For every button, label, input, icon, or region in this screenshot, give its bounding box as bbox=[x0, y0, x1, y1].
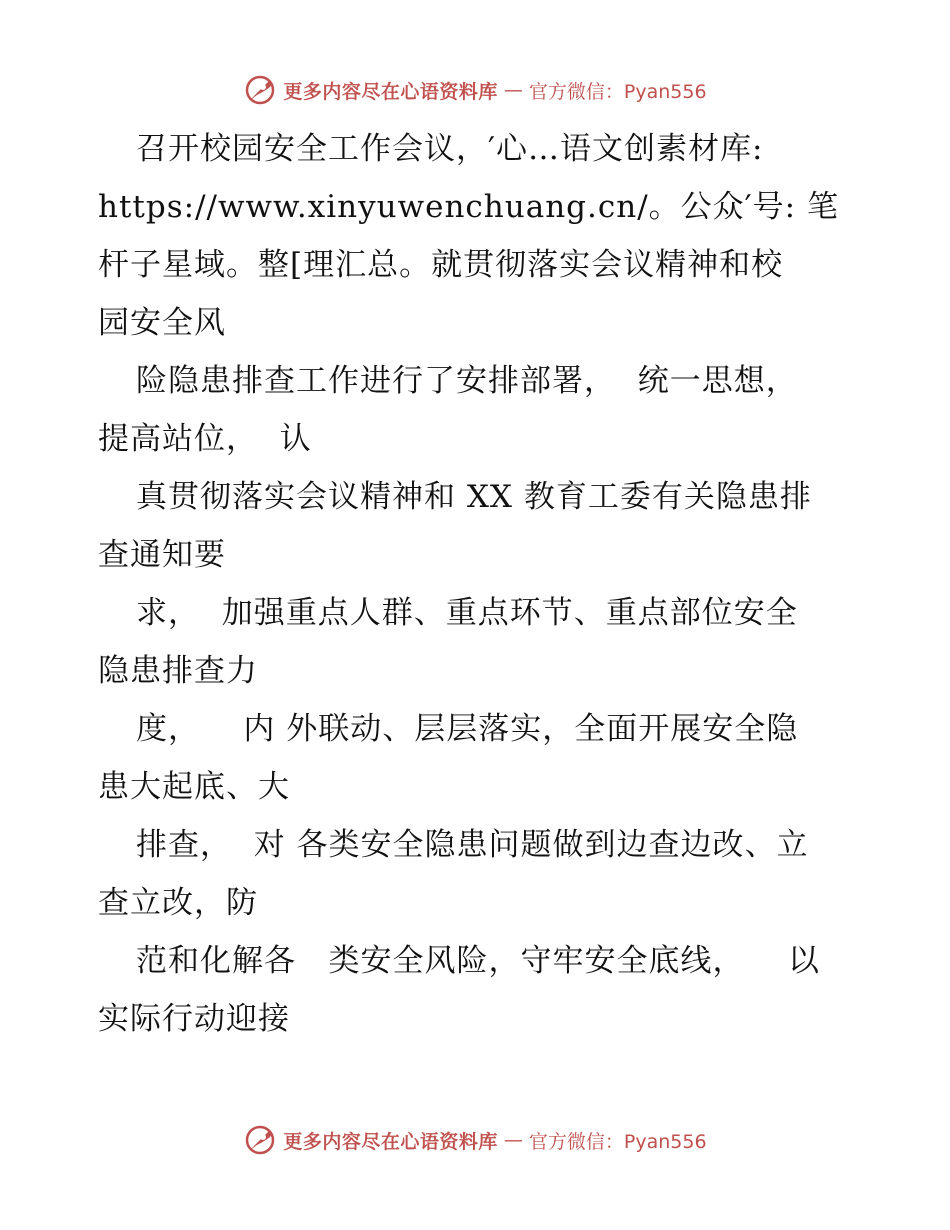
header-banner bbox=[0, 70, 950, 110]
body-line: 险隐患排查工作进行了安排部署， 统一思想， bbox=[136, 363, 798, 399]
body-line: 召开校园安全工作会议，′心…语文创素材库: bbox=[136, 131, 764, 167]
footer-banner-text: 更多内容尽在心语资料库 bbox=[283, 1130, 498, 1153]
feather-circle-logo-icon bbox=[243, 1123, 277, 1157]
body-line: 排查， 对 各类安全隐患问题做到边查边改、立 bbox=[136, 827, 809, 863]
body-line: 度， 内 外联动、层层落实，全面开展安全隐 bbox=[136, 711, 799, 747]
body-line: 隐患排查力 bbox=[98, 653, 258, 689]
body-line: 提高站位， 认 bbox=[98, 421, 312, 457]
body-line: 患大起底、大 bbox=[98, 769, 290, 805]
body-line: 求， 加强重点人群、重点环节、重点部位安全 bbox=[136, 595, 798, 631]
body-line: 查立改，防 bbox=[98, 885, 258, 921]
header-banner-dash: — bbox=[503, 79, 523, 101]
footer-banner bbox=[0, 1120, 950, 1160]
body-line: 查通知要 bbox=[98, 537, 226, 573]
body-line: https://www.xinyuwenchuang.cn/。公众′号: 笔 bbox=[98, 189, 839, 225]
document-body bbox=[98, 120, 858, 1048]
footer-wechat-text: 官方微信：Pyan556 bbox=[528, 1130, 707, 1153]
body-line: 园安全风 bbox=[98, 305, 226, 341]
body-line: 范和化解各 类安全风险，守牢安全底线， 以 bbox=[136, 943, 820, 979]
body-line: 实际行动迎接 bbox=[98, 1001, 290, 1037]
body-line: 杆子星域。整[理汇总。就贯彻落实会议精神和校 bbox=[98, 247, 784, 283]
header-wechat-text: 官方微信：Pyan556 bbox=[528, 80, 707, 103]
feather-circle-logo-icon bbox=[243, 73, 277, 107]
footer-banner-dash: — bbox=[503, 1129, 523, 1151]
body-line: 真贯彻落实会议精神和 XX 教育工委有关隐患排 bbox=[136, 479, 812, 515]
header-banner-text: 更多内容尽在心语资料库 bbox=[283, 80, 498, 103]
